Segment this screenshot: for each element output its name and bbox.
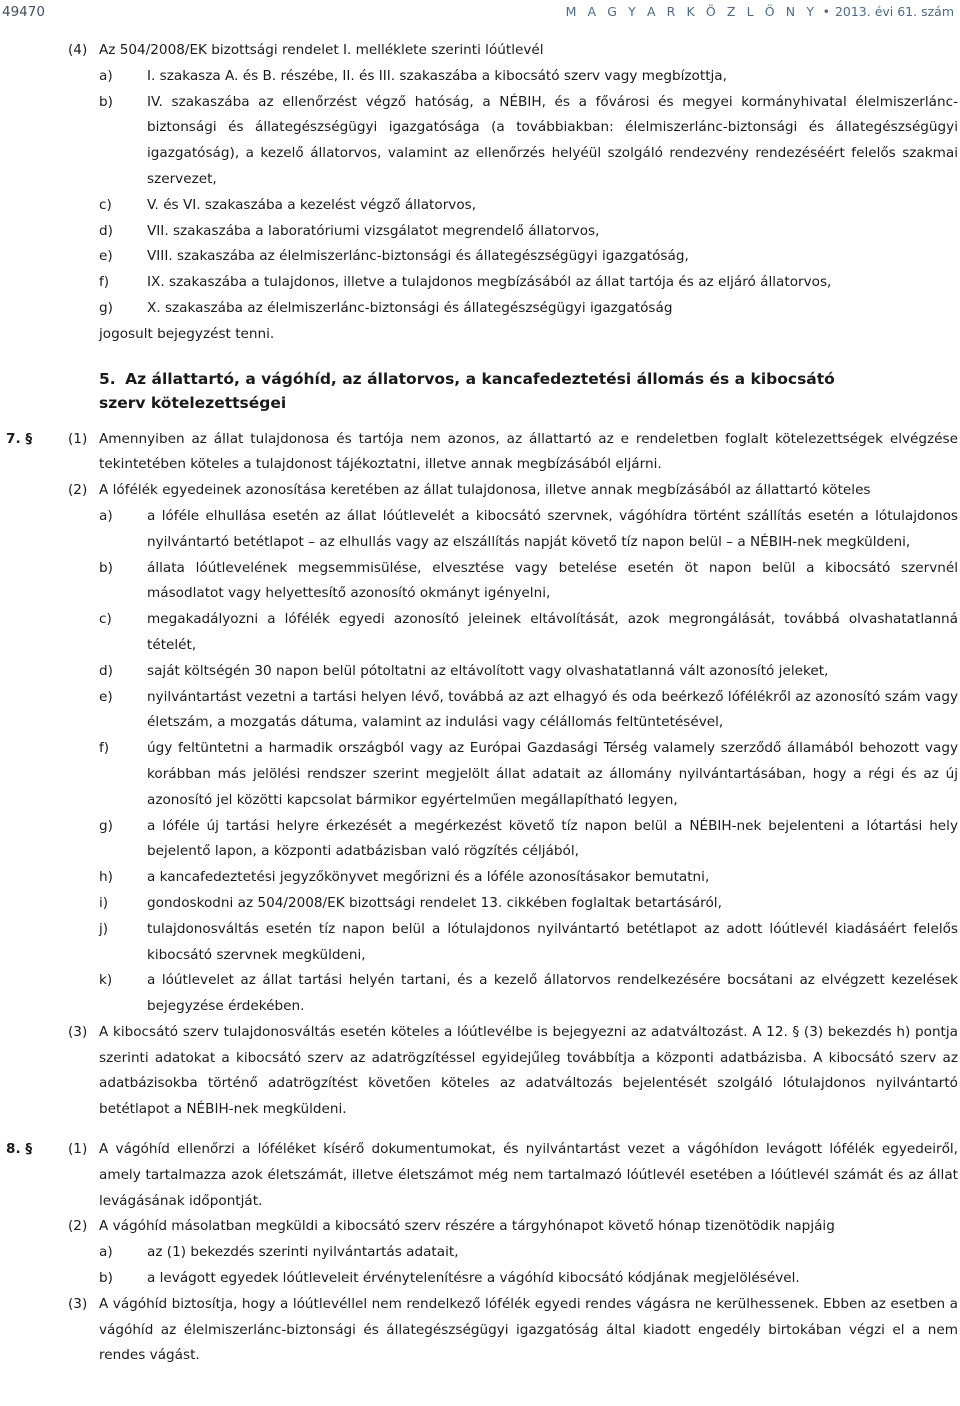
item-label: e) — [99, 248, 113, 265]
paragraph-number: (4) — [68, 42, 88, 58]
item-label: c) — [99, 611, 112, 628]
paragraph-1 — [0, 1137, 960, 1214]
section-number: 8. § — [6, 1141, 33, 1158]
chapter-title: Az állattartó, a vágóhíd, az állatorvos, a kancafedeztetési állomás és a kibocsátó szerv kötelezettségei — [99, 369, 835, 412]
item-text: a levágott egyedek lóútleveleit érvénytelenítésre a vágóhíd kibocsátó kódjának megjelölésével. — [147, 1270, 800, 1287]
list-item — [0, 736, 960, 813]
item-label: g) — [99, 299, 113, 316]
paragraph-2 — [0, 1214, 960, 1240]
item-label: a) — [99, 1244, 113, 1261]
item-label: b) — [99, 559, 113, 576]
item-label: d) — [99, 222, 113, 239]
list-item — [0, 219, 960, 245]
item-text: IX. szakaszába a tulajdonos, illetve a tulajdonos megbízásából az állat tartója és az eljáró állatorvos, — [147, 274, 832, 291]
paragraph-number: (2) — [68, 482, 88, 499]
list-item — [0, 193, 960, 219]
item-label: a) — [99, 67, 113, 84]
list-item — [0, 917, 960, 969]
list-item — [0, 504, 960, 556]
paragraph-number: (3) — [68, 1023, 88, 1040]
section-7 — [0, 427, 960, 1124]
list-item — [0, 296, 960, 322]
issue-info: 2013. évi 61. szám — [834, 4, 954, 19]
paragraph-closing: jogosult bejegyzést tenni. — [99, 325, 275, 342]
running-header — [0, 0, 960, 26]
item-text: V. és VI. szakaszába a kezelést végző állatorvos, — [147, 196, 477, 213]
item-text: X. szakaszába az élelmiszerlánc-biztonsági és állategészségügyi igazgatóság — [147, 299, 673, 316]
paragraph-2 — [0, 478, 960, 504]
item-text: a kancafedeztetési jegyzőkönyvet megőrizni és a lóféle azonosításakor bemutatni, — [147, 869, 710, 886]
list-item — [0, 685, 960, 737]
paragraph-number: (3) — [68, 1295, 88, 1312]
chapter-heading — [99, 367, 840, 415]
item-label: k) — [99, 972, 113, 989]
chapter-number: 5. — [99, 369, 116, 388]
section-number: 7. § — [6, 430, 33, 447]
section-spacer — [0, 1123, 960, 1137]
paragraph-text: A vágóhíd ellenőrzi a lóféléket kísérő dokumentumokat, és nyilvántartást vezet a vágóhídon levágott lófélék egyedeiről, amely tartalmazza azok életszámát, illetve életszámot még nem tartalmazó lóútlevél esetében a lóútlevél számát és az állat levágásának időpontját. — [99, 1141, 958, 1209]
paragraph-number: (1) — [68, 1141, 88, 1158]
item-text: tulajdonosváltás esetén tíz napon belül a lótulajdonos nyilvántartó betétlapot az adott lóútlevél kiadásáért felelős kibocsátó szervnek megküldeni, — [147, 920, 958, 963]
list-item — [0, 1266, 960, 1292]
list-item — [0, 607, 960, 659]
item-label: j) — [99, 920, 109, 937]
paragraph-3 — [0, 1020, 960, 1123]
item-text: a lóféle elhullása esetén az állat lóútlevelét a kibocsátó szervnek, vágóhídra történt szállítás esetén a lótulajdonos nyilvántartó betétlapot – az elhullás vagy az elszállítás napját követő tíz napon belül – a NÉBIH-nek megküldeni, — [147, 507, 958, 550]
paragraph-text: Amennyiben az állat tulajdonosa és tartója nem azonos, az állattartó az e rendeletben foglalt kötelezettségek elvégzése tekintetében köteles a tulajdonost tájékoztatni, illetve annak megbízásából eljárni. — [99, 430, 958, 473]
item-text: nyilvántartást vezetni a tartási helyen lévő, továbbá az azt elhagyó és oda beérkező lófélékről az azonosító szám vagy életszám, a mozgatás dátuma, valamint az indulási vagy célállomás feltüntetésével, — [147, 688, 958, 731]
item-text: az (1) bekezdés szerinti nyilvántartás adatait, — [147, 1244, 459, 1261]
item-text: a lóútlevelet az állat tartási helyén tartani, és a kezelő állatorvos rendelkezésére bocsátani az elvégzett kezelések bejegyzése érdekében. — [147, 972, 958, 1015]
paragraph-text: Az 504/2008/EK bizottsági rendelet I. melléklete szerinti lóútlevél — [99, 42, 544, 58]
item-label: c) — [99, 196, 112, 213]
section-8 — [0, 1137, 960, 1369]
paragraph-1 — [0, 427, 960, 479]
item-text: gondoskodni az 504/2008/EK bizottsági rendelet 13. cikkében foglaltak betartásáról, — [147, 894, 722, 911]
paragraph-3 — [0, 1292, 960, 1369]
item-label: g) — [99, 817, 113, 834]
list-item — [0, 270, 960, 296]
paragraph-4 — [0, 38, 960, 64]
list-item — [0, 244, 960, 270]
item-text: a lóféle új tartási helyre érkezését a megérkezést követő tíz napon belül a NÉBIH-nek bejelenteni a lótartási hely bejelentő lapon, a központi adatbázisban való rögzítés céljából, — [147, 817, 958, 860]
item-label: i) — [99, 894, 109, 911]
item-label: b) — [99, 93, 113, 110]
item-text: I. szakasza A. és B. részébe, II. és III. szakaszába a kibocsátó szerv vagy megbízottja, — [147, 67, 727, 84]
list-item — [0, 64, 960, 90]
item-label: h) — [99, 869, 113, 886]
list-item — [0, 90, 960, 193]
document-body — [0, 38, 960, 1369]
item-label: f) — [99, 740, 110, 757]
list-item — [0, 891, 960, 917]
item-label: f) — [99, 274, 110, 291]
list-item — [0, 1240, 960, 1266]
item-text: állata lóútlevelének megsemmisülése, elvesztése vagy betelése esetén öt napon belül a kibocsátó szervnél másodlatot vagy helyettesítő azonosító okmányt igényelni, — [147, 559, 958, 602]
item-label: b) — [99, 1270, 113, 1287]
item-text: IV. szakaszába az ellenőrzést végző hatóság, a NÉBIH, és a fővárosi és megyei kormányhivatal élelmiszerlánc-biztonsági és állategészségügyi igazgatósága (a továbbiakban: élelmiszerlánc-biztonsági és állategészségügyi igazgatóság), a kezelő állatorvos, valamint az ellenőrzés helyéül szolgáló rendezvény rendezéséért felelős szakmai szervezet, — [147, 93, 958, 187]
item-text: úgy feltüntetni a harmadik országból vagy az Európai Gazdasági Térség valamely szerződő államából behozott vagy korábban más jelölési rendszer szerint megjelölt állat adatait az állomány nyilvántartásában, hogy a régi és az új azonosító jel közötti kapcsolat bármikor egyértelműen megállapítható legyen, — [147, 740, 958, 808]
page-number: 49470 — [2, 4, 45, 20]
item-label: e) — [99, 688, 113, 705]
paragraph-text: A kibocsátó szerv tulajdonosváltás esetén köteles a lóútlevélbe is bejegyezni az adatváltozást. A 12. § (3) bekezdés h) pontja szerinti adatokat a kibocsátó szerv az adatrögzítéssel egyidejűleg továbbítja a központi adatbázisba. A kibocsátó szerv az adatbázisokba történő adatrögzítést követően köteles az adatváltozás bejelentését szolgáló lótulajdonos nyilvántartó betétlapot a NÉBIH-nek megküldeni. — [99, 1023, 958, 1118]
paragraph-text: A lófélék egyedeinek azonosítása keretében az állat tulajdonosa, illetve annak megbízásából az állattartó köteles — [99, 482, 871, 499]
journal-name: M A G Y A R K Ö Z L Ö N Y — [565, 4, 818, 19]
item-text: megakadályozni a lófélék egyedi azonosító jeleinek eltávolítását, azok megrongálását, továbbá olvashatatlanná tételét, — [147, 611, 958, 653]
list-item — [0, 968, 960, 1020]
list-item — [0, 865, 960, 891]
list-item — [0, 556, 960, 608]
item-text: saját költségén 30 napon belül pótoltatni az eltávolított vagy olvashatatlanná vált azonosító jeleket, — [147, 662, 829, 679]
list-item — [0, 659, 960, 685]
item-label: d) — [99, 662, 113, 679]
paragraph-number: (2) — [68, 1218, 88, 1235]
list-item — [0, 814, 960, 866]
journal-running-title — [566, 2, 954, 22]
item-text: VIII. szakaszába az élelmiszerlánc-biztonsági és állategészségügyi igazgatóság, — [147, 248, 689, 265]
paragraph-text: A vágóhíd másolatban megküldi a kibocsátó szerv részére a tárgyhónapot követő hónap tizenötödik napjáig — [99, 1218, 835, 1235]
item-label: a) — [99, 507, 113, 524]
paragraph-text: A vágóhíd biztosítja, hogy a lóútlevéllel nem rendelkező lófélék egyedi rendes vágásra ne kerülhessenek. Ebben az esetben a vágóhíd az élelmiszerlánc-biztonsági és állategészségügyi igazgatóság által kiadott engedély birtokában végzi el a nem rendes vágást. — [99, 1295, 958, 1364]
paragraph-number: (1) — [68, 430, 88, 447]
bullet-separator: • — [822, 4, 830, 19]
item-text: VII. szakaszába a laboratóriumi vizsgálatot megrendelő állatorvos, — [147, 222, 600, 239]
